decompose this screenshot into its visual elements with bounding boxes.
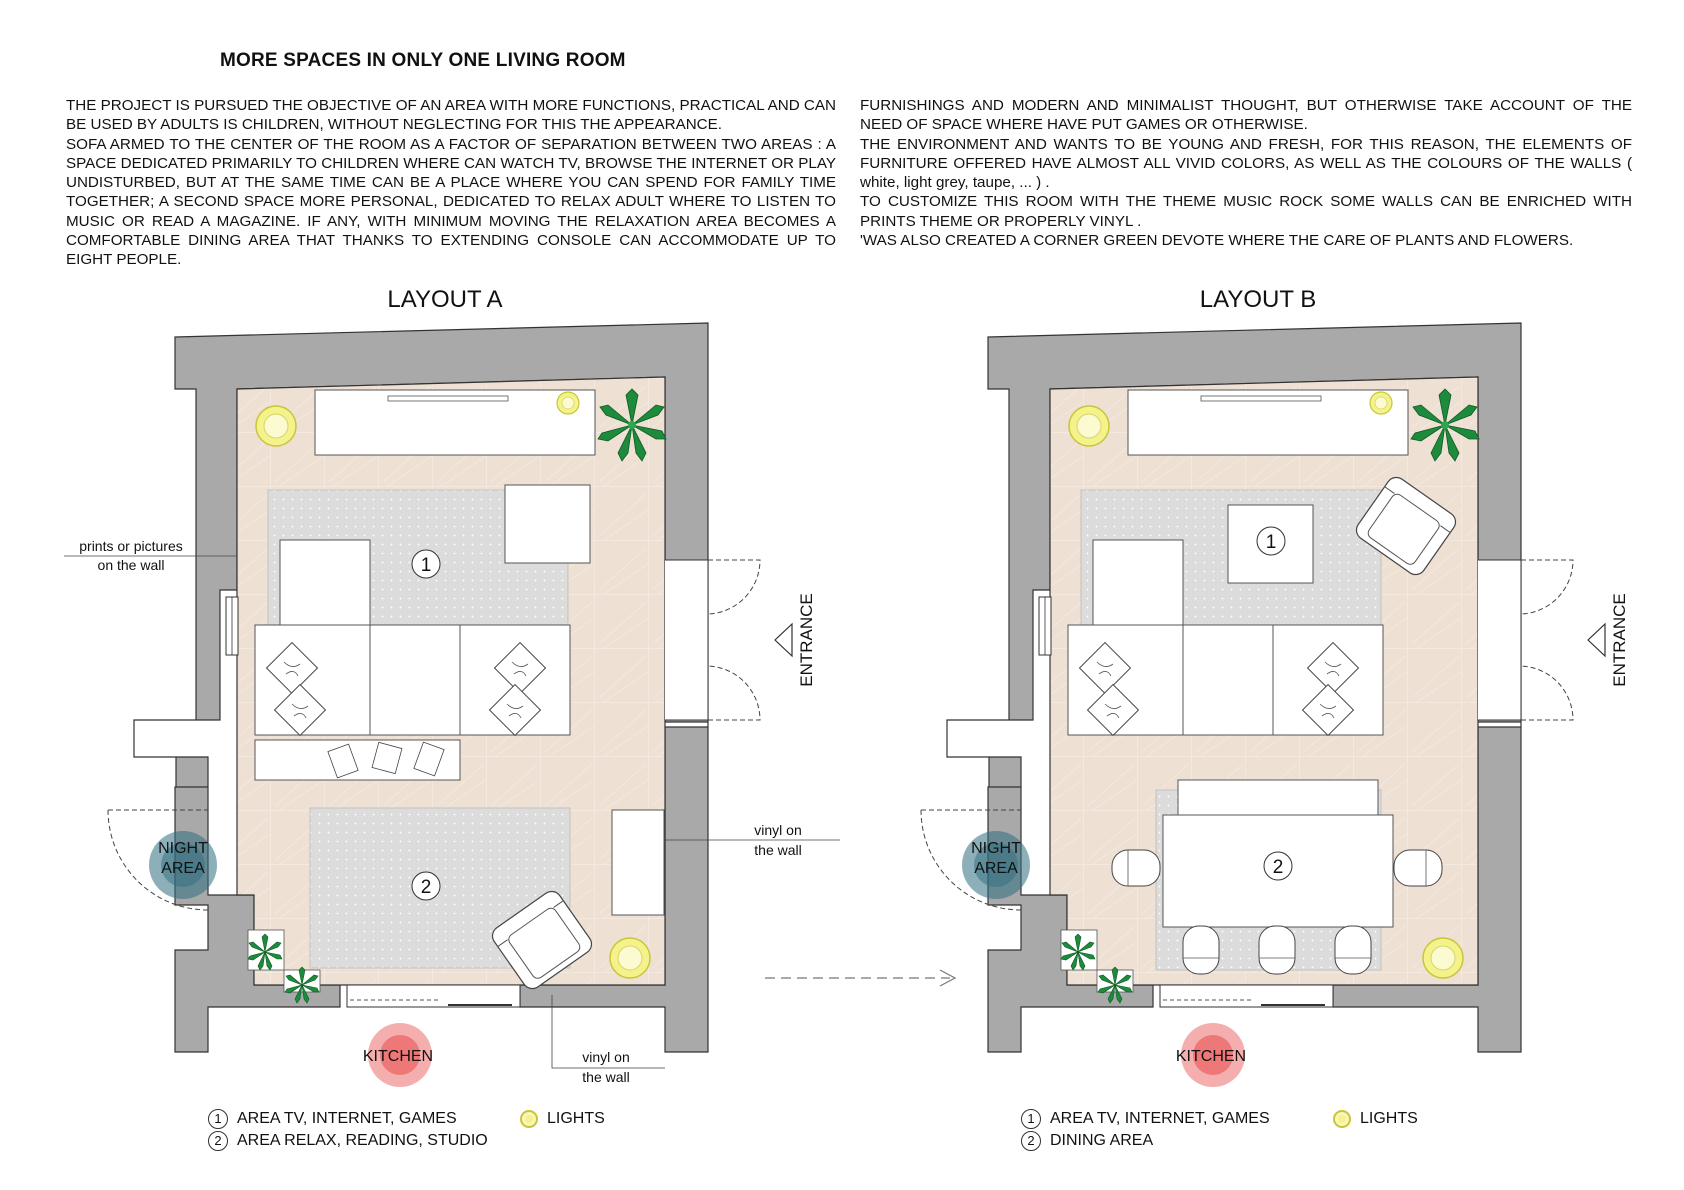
area-number-icon: 2 [208, 1131, 228, 1151]
night-area-label: NIGHT [971, 840, 1021, 857]
layout-a-plan [64, 323, 840, 1087]
area-2-label: 2 [420, 877, 432, 898]
cabinet [612, 810, 664, 915]
lamp-icon [1423, 938, 1463, 978]
chair-icon [1335, 926, 1371, 974]
paragraph: TO CUSTOMIZE THIS ROOM WITH THE THEME MUSIC ROCK SOME WALLS CAN BE ENRICHED WITH PRINTS THEME OR PROPERLY VINYL . [860, 193, 1632, 230]
legend-item [208, 1108, 488, 1130]
annotation: vinyl on [754, 822, 802, 838]
area-2-label: 2 [1272, 857, 1284, 878]
legend-label: LIGHTS [547, 1110, 605, 1127]
console [1178, 780, 1378, 815]
paragraph: FURNISHINGS AND MODERN AND MINIMALIST THOUGHT, BUT OTHERWISE TAKE ACCOUNT OF THE NEED OF SPACE WHERE HAVE PUT GAMES OR OTHERWISE. [860, 97, 1632, 134]
lamp-icon [1370, 392, 1392, 414]
lamp-icon [1069, 406, 1109, 446]
page-title: MORE SPACES IN ONLY ONE LIVING ROOM [220, 50, 626, 71]
annotation: the wall [582, 1069, 630, 1085]
night-area-label: NIGHT [158, 840, 208, 857]
kitchen-label: KITCHEN [1175, 1048, 1247, 1065]
area-number-icon: 1 [208, 1109, 228, 1129]
layout-b-title: LAYOUT B [1199, 286, 1317, 313]
area-1-label: 1 [1265, 532, 1277, 553]
legend-b [1021, 1108, 1270, 1152]
lamp-icon [557, 392, 579, 414]
legend-item [1021, 1130, 1270, 1152]
area-number-icon: 1 [1021, 1109, 1041, 1129]
legend-a [208, 1108, 488, 1152]
legend-a-lights [520, 1108, 605, 1130]
area-1-label: 1 [420, 555, 432, 576]
lamp-icon [256, 406, 296, 446]
entrance-label: ENTRANCE [797, 593, 816, 687]
paragraph: SOFA ARMED TO THE CENTER OF THE ROOM AS A FACTOR OF SEPARATION BETWEEN TWO AREAS : A SPACE DEDICATED PRIMARILY TO CHILDREN WHERE CAN WATCH TV, BROWSE THE INTERNET OR PLAY UNDISTURBED, BUT AT THE SAME TIME CAN BE A PLACE WHERE YOU CAN SPEND FOR FAMILY TIME TOGETHER; A SECOND SPACE MORE PERSONAL, DEDICATED TO RELAX ADULT WHERE TO LISTEN TO MUSIC OR READ A MAGAZINE. IF ANY, WITH MINIMUM MOVING THE RELAXATION AREA BECOMES A COMFORTABLE DINING AREA THAT THANKS TO EXTENDING CONSOLE CAN ACCOMMODATE UP TO EIGHT PEOPLE. [66, 135, 836, 269]
legend-label: DINING AREA [1050, 1132, 1154, 1149]
paragraph: 'WAS ALSO CREATED A CORNER GREEN DEVOTE WHERE THE CARE OF PLANTS AND FLOWERS. [860, 232, 1574, 250]
layout-a-title: LAYOUT A [387, 286, 503, 313]
chair-icon [1112, 850, 1160, 886]
legend-label: AREA TV, INTERNET, GAMES [237, 1110, 457, 1127]
legend-label: LIGHTS [1360, 1110, 1418, 1127]
annotation: the wall [754, 842, 802, 858]
entrance-label: ENTRANCE [1610, 593, 1629, 687]
annotation: vinyl on [582, 1049, 630, 1065]
legend-label: AREA RELAX, READING, STUDIO [237, 1132, 488, 1149]
legend-item [208, 1130, 488, 1152]
area-number-icon: 2 [1021, 1131, 1041, 1151]
night-area-label: AREA [974, 860, 1018, 877]
chair-icon [1183, 926, 1219, 974]
chair-icon [1259, 926, 1295, 974]
annotation: prints or pictures [79, 538, 183, 554]
legend-b-lights [1333, 1108, 1418, 1130]
paragraph: THE PROJECT IS PURSUED THE OBJECTIVE OF AN AREA WITH MORE FUNCTIONS, PRACTICAL AND CAN BE USED BY ADULTS IS CHILDREN, WITHOUT NEGLECTING FOR THIS THE APPEARANCE. [66, 97, 836, 134]
paragraph: THE ENVIRONMENT AND WANTS TO BE YOUNG AND FRESH, FOR THIS REASON, THE ELEMENTS OF FURNITURE OFFERED HAVE ALMOST ALL VIVID COLORS, AS WELL AS THE COLOURS OF THE WALLS ( white, light grey, taupe, ... ) . [860, 135, 1632, 192]
chair-icon [1394, 850, 1442, 886]
kitchen-label: KITCHEN [362, 1048, 434, 1065]
night-area-label: AREA [161, 860, 205, 877]
lamp-icon [610, 938, 650, 978]
lamp-icon [520, 1110, 538, 1128]
legend-label: AREA TV, INTERNET, GAMES [1050, 1110, 1270, 1127]
annotation: on the wall [97, 557, 165, 573]
layout-b-plan [921, 323, 1629, 1087]
lamp-icon [1333, 1110, 1351, 1128]
legend-item [1021, 1108, 1270, 1130]
side-table [505, 485, 590, 563]
